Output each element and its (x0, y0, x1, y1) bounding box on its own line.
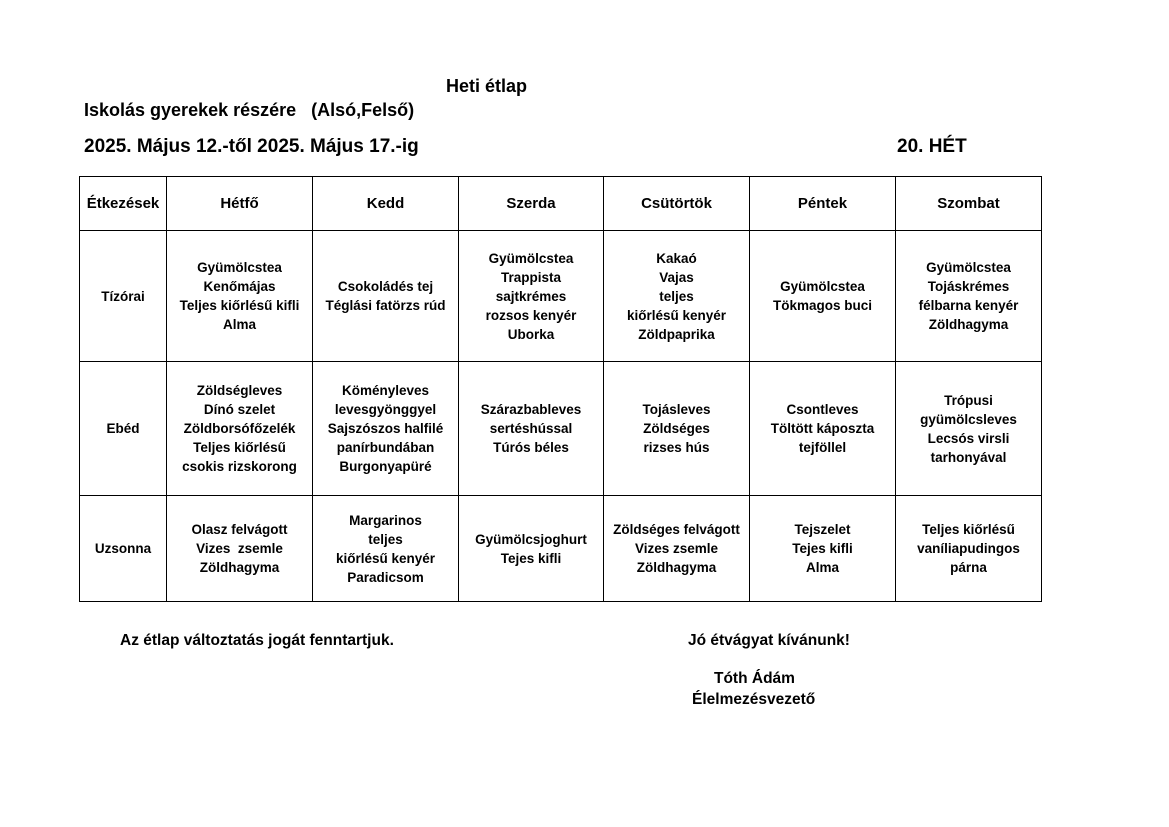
menu-cell (750, 362, 896, 496)
menu-item: Zöldséges felvágott (613, 522, 740, 537)
menu-cell (313, 362, 459, 496)
menu-item: Gyümölcstea (197, 260, 282, 275)
page-title: Heti étlap (446, 76, 528, 96)
menu-item: Zöldségleves (196, 383, 283, 398)
menu-item: Gyümölcstea (780, 279, 865, 294)
menu-cell (750, 496, 896, 602)
corner-header: Étkezések (80, 177, 167, 231)
menu-item: párna (950, 560, 987, 575)
menu-item: Lecsós virsli (927, 430, 1010, 446)
date-range: 2025. Május 12.-től 2025. Május 17.-ig (84, 136, 419, 157)
signer-role: Élelmezésvezető (692, 691, 816, 708)
menu-cell (167, 231, 313, 362)
day-header: Csütörtök (604, 177, 750, 231)
menu-cell (604, 496, 750, 602)
menu-item: csokis rizskorong (182, 459, 297, 474)
menu-table (79, 176, 1042, 602)
menu-item: levesgyönggyel (334, 402, 437, 417)
menu-item: Kenőmájas (203, 279, 276, 294)
menu-cell (167, 362, 313, 496)
menu-item: Vajas (659, 269, 694, 285)
menu-item: Gyümölcstea (488, 250, 574, 266)
menu-item: Kakaó (656, 250, 697, 266)
meal-label: Tízórai (80, 231, 167, 362)
menu-item: Olasz felvágott (191, 522, 288, 537)
menu-item: Trappista (500, 269, 562, 285)
menu-item: sajtkrémes (495, 288, 567, 304)
menu-item: teljes (659, 288, 694, 304)
menu-item: Paradicsom (347, 569, 424, 585)
menu-item: Vizes zsemle (196, 541, 283, 556)
menu-item: Zöldhagyma (928, 317, 1009, 332)
signer-name: Tóth Ádám (714, 670, 795, 687)
menu-item: Alma (805, 560, 839, 575)
menu-cell (313, 231, 459, 362)
day-header: Hétfő (167, 177, 313, 231)
day-header: Szerda (459, 177, 604, 231)
menu-item: Burgonyapüré (339, 459, 432, 474)
menu-item: rizses hús (643, 440, 710, 455)
menu-item: Tejes kifli (792, 541, 853, 556)
menu-item: tarhonyával (930, 449, 1007, 465)
menu-item: Sajszószos halfilé (327, 421, 444, 436)
day-header: Péntek (750, 177, 896, 231)
menu-item: Teljes kiőrlésű kifli (179, 298, 300, 313)
menu-cell (313, 496, 459, 602)
menu-item: sertéshússal (489, 421, 573, 436)
menu-item: félbarna kenyér (918, 298, 1019, 313)
menu-item: Zöldséges (643, 421, 710, 436)
menu-item: Zöldpaprika (638, 326, 715, 342)
menu-cell (604, 362, 750, 496)
menu-item: Dínó szelet (203, 402, 276, 417)
menu-cell (459, 231, 604, 362)
header-row (80, 177, 1042, 231)
menu-item: Vizes zsemle (634, 541, 719, 556)
day-header: Kedd (313, 177, 459, 231)
menu-item: Gyümölcstea (926, 260, 1011, 275)
meal-label: Uzsonna (80, 496, 167, 602)
menu-item: kiőrlésű kenyér (335, 550, 436, 566)
menu-item: Köményleves (341, 383, 430, 398)
menu-cell (896, 231, 1042, 362)
disclaimer-note: Az étlap változtatás jogát fenntartjuk. (120, 632, 394, 649)
menu-item: Tojásleves (642, 402, 711, 417)
menu-item: Csontleves (786, 402, 859, 417)
menu-item: Zöldhagyma (199, 560, 280, 575)
menu-item: rozsos kenyér (485, 307, 577, 323)
menu-item: Tejes kifli (500, 550, 562, 566)
menu-item: Gyümölcsjoghurt (475, 531, 587, 547)
meal-row (80, 496, 1042, 602)
week-number: 20. HÉT (897, 136, 967, 157)
day-header: Szombat (896, 177, 1042, 231)
menu-item: Csokoládés tej (337, 279, 434, 294)
menu-item: Téglási fatörzs rúd (325, 298, 446, 313)
meal-label: Ebéd (80, 362, 167, 496)
menu-cell (459, 362, 604, 496)
menu-item: Zöldborsófőzelék (183, 421, 296, 436)
menu-item: Szárazbableves (480, 402, 582, 417)
menu-item: Zöldhagyma (636, 560, 717, 575)
menu-cell (896, 496, 1042, 602)
menu-item: Trópusi (944, 392, 993, 408)
menu-item: Teljes kiőrlésű (922, 522, 1015, 537)
menu-cell (604, 231, 750, 362)
menu-cell (896, 362, 1042, 496)
menu-item: Tökmagos buci (772, 298, 872, 313)
menu-item: gyümölcsleves (920, 411, 1017, 427)
menu-item: kiőrlésű kenyér (626, 307, 727, 323)
menu-cell (167, 496, 313, 602)
menu-item: Margarinos (349, 512, 422, 528)
menu-cell (750, 231, 896, 362)
menu-item: Tojáskrémes (927, 279, 1010, 294)
meal-row (80, 231, 1042, 362)
menu-item: Túrós béles (493, 440, 569, 455)
menu-item: panírbundában (336, 440, 435, 455)
meal-row (80, 362, 1042, 496)
menu-item: vaníliapudingos (917, 541, 1020, 556)
menu-item: Uborka (507, 326, 555, 342)
menu-item: Tejszelet (794, 522, 851, 537)
greeting-text: Jó étvágyat kívánunk! (688, 632, 850, 649)
menu-item: tejföllel (798, 440, 847, 455)
menu-item: Alma (222, 317, 256, 332)
menu-item: Töltött káposzta (770, 421, 875, 436)
menu-cell (459, 496, 604, 602)
menu-item: Teljes kiőrlésű (193, 440, 286, 455)
page-subtitle: Iskolás gyerekek részére (Alsó,Felső) (84, 100, 415, 120)
menu-item: teljes (368, 531, 403, 547)
